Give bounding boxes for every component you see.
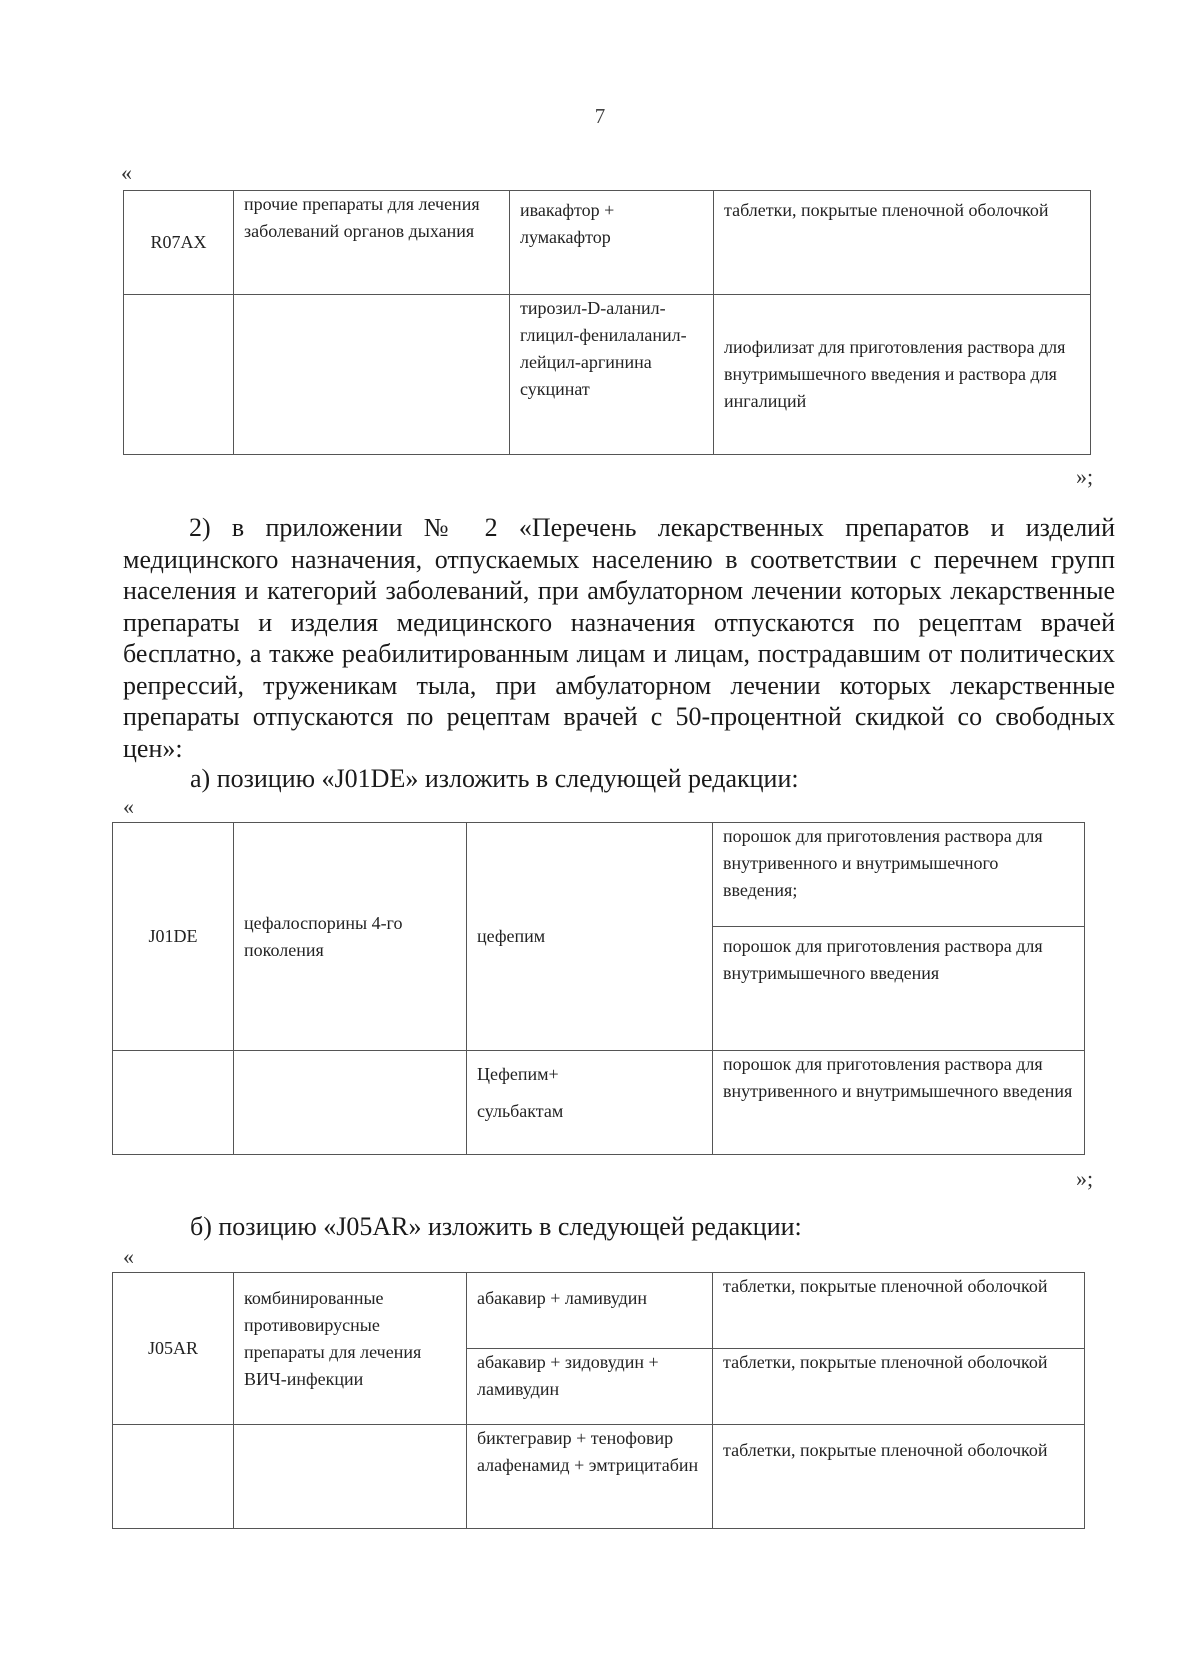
form-cell: таблетки, покрытые пленочной оболочкой	[713, 1273, 1085, 1349]
table-r07ax	[123, 190, 1091, 455]
form-cell: таблетки, покрытые пленочной оболочкой	[714, 191, 1091, 295]
form-cell: порошок для приготовления раствора для внутривенного и внутримышечного введения	[713, 1051, 1085, 1155]
group-cell	[234, 1425, 467, 1529]
opening-quote-1: «	[121, 160, 132, 185]
code-cell: R07AX	[124, 191, 234, 295]
table-row	[124, 191, 1091, 295]
code-cell	[113, 1051, 234, 1155]
drug-line-2: сульбактам	[477, 1101, 564, 1121]
form-cell: лиофилизат для приготовления раствора для внутримышечного введения и раствора для ингалиций	[714, 295, 1091, 455]
group-cell: цефалоспорины 4-го поколения	[234, 823, 467, 1051]
code-cell: J01DE	[113, 823, 234, 1051]
code-cell	[113, 1425, 234, 1529]
table-row	[113, 1273, 1085, 1349]
opening-quote-2: «	[123, 794, 134, 819]
table-row	[113, 1425, 1085, 1529]
group-cell: прочие препараты для лечения заболеваний органов дыхания	[234, 191, 510, 295]
form-cell: порошок для приготовления раствора для внутривенного и внутримышечного введения;	[713, 823, 1085, 927]
paragraph-2: 2) в приложении № 2 «Перечень лекарственных препаратов и изделий медицинского назначения, отпускаемых населению в соответствии с перечнем групп населения и категорий заболеваний, при амбулаторном лечении которых лекарственные препараты и изделия медицинского назначения отпускаются по рецептам врачей бесплатно, а также реабилитированным лицам и лицам, пострадавшим от политических репрессий, труженикам тыла, при амбулаторном лечении которых лекарственные препараты отпускаются по рецептам врачей с 50-процентной скидкой со свободных цен»:	[123, 513, 1115, 763]
closing-quote-2: »;	[1076, 1166, 1094, 1191]
subsection-b: б) позицию «J05AR» изложить в следующей редакции:	[190, 1212, 802, 1241]
group-cell	[234, 295, 510, 455]
drug-cell: цефепим	[467, 823, 713, 1051]
code-cell: J05AR	[113, 1273, 234, 1425]
drug-cell	[467, 1051, 713, 1155]
table-j01de	[112, 822, 1085, 1155]
table-row	[124, 295, 1091, 455]
form-cell: таблетки, покрытые пленочной оболочкой	[713, 1349, 1085, 1425]
group-cell	[234, 1051, 467, 1155]
drug-line-1: Цефепим+	[477, 1064, 559, 1084]
table-row	[113, 823, 1085, 927]
opening-quote-3: «	[123, 1244, 134, 1269]
group-cell: комбинированные противовирусные препараты для лечения ВИЧ-инфекции	[234, 1273, 467, 1425]
subsection-a: а) позицию «J01DE» изложить в следующей редакции:	[190, 764, 799, 793]
table-row	[113, 1051, 1085, 1155]
drug-cell: тирозил-D-аланил-глицил-фенилаланил-лейцил-аргинина сукцинат	[510, 295, 714, 455]
drug-cell: абакавир + зидовудин + ламивудин	[467, 1349, 713, 1425]
drug-cell: биктегравир + тенофовир алафенамид + эмтрицитабин	[467, 1425, 713, 1529]
drug-cell: абакавир + ламивудин	[467, 1273, 713, 1349]
code-cell	[124, 295, 234, 455]
form-cell: порошок для приготовления раствора для внутримышечного введения	[713, 927, 1085, 1051]
page-number: 7	[594, 104, 606, 128]
form-cell: таблетки, покрытые пленочной оболочкой	[713, 1425, 1085, 1529]
table-j05ar	[112, 1272, 1085, 1529]
drug-cell: ивакафтор + лумакафтор	[510, 191, 714, 295]
closing-quote-1: »;	[1076, 464, 1094, 489]
